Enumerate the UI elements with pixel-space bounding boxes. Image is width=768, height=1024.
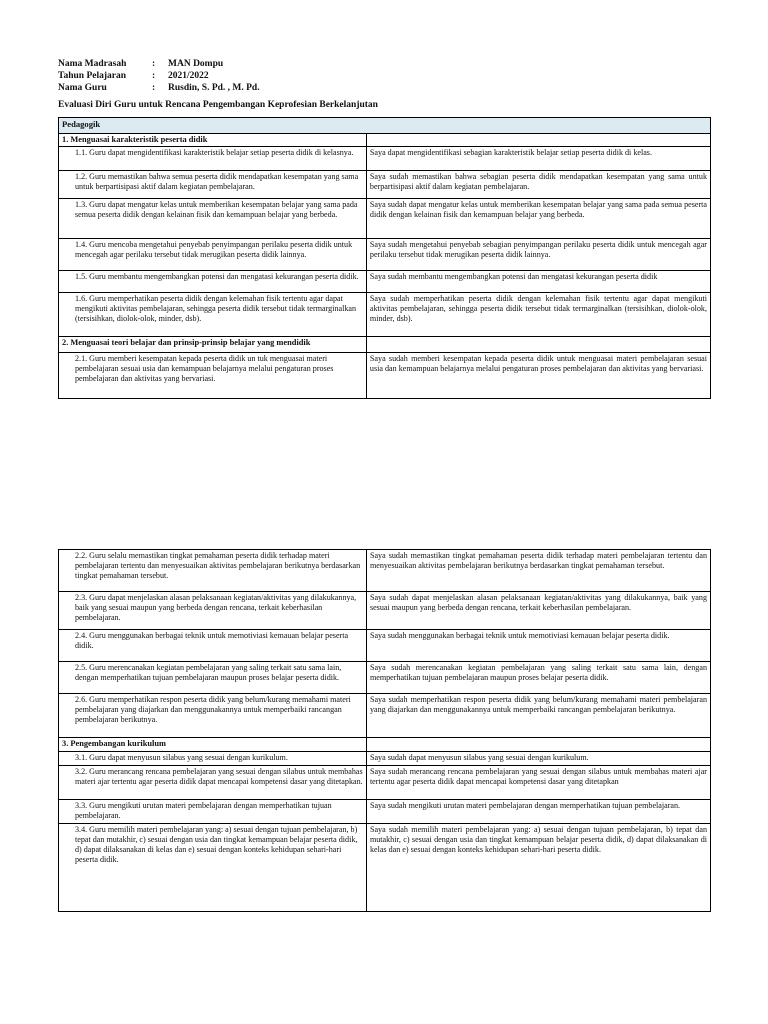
section-empty-cell	[366, 738, 710, 752]
response-cell: Saya sudah dapat menjelaskan alasan pelaksanaan kegiatan/aktivitas yang dilakukannya, baik yang sesuai maupun yang berbeda dengan rencana, terkait keberhasilan pembelajaran.	[366, 592, 710, 630]
indicator-cell: 2.5. Guru merencanakan kegiatan pembelajaran yang saling terkait satu sama lain, dengan memperhatikan tujuan pembelajaran maupun proses belajar peserta didik.	[59, 662, 367, 694]
indicator-cell: 1.1. Guru dapat mengidentifikasi karakteristik belajar setiap peserta didik di kelasnya.	[59, 147, 367, 171]
section-row	[59, 337, 711, 353]
response-cell: Saya sudah memastikan bahwa sebagian peserta didik mendapatkan kesempatan yang sama untuk berpartisipasi aktif dalam kegiatan pembelajaran.	[366, 171, 710, 199]
info-colon: :	[152, 59, 156, 69]
indicator-cell: 1.4. Guru mencoba mengetahui penyebab penyimpangan perilaku peserta didik untuk mencegah agar perilaku tersebut tidak merugikan peserta didik lainnya.	[59, 239, 367, 271]
response-cell: Saya sudah mengetahui penyebab sebagian penyimpangan perilaku peserta didik untuk mencegah agar perilaku tersebut tidak merugikan peserta didik lainnya.	[366, 239, 710, 271]
response-cell: Saya sudah memilih materi pembelajaran yang: a) sesuai dengan tujuan pembelajaran, b) tepat dan mutakhir, c) sesuai dengan usia dan tingkat kemampuan belajar peserta didik, d) dapat dilaksanakan di kelas dan e) sesuai dengan konteks kehidupan sehari-hari peserta didik.	[366, 824, 710, 912]
info-label: Nama Guru	[58, 83, 107, 93]
response-cell: Saya sudah merencanakan kegiatan pembelajaran yang saling terkait satu sama lain, dengan memperhatikan tujuan pembelajaran maupun proses belajar peserta didik.	[366, 662, 710, 694]
indicator-cell: 3.1. Guru dapat menyusun silabus yang sesuai dengan kurikulum.	[59, 752, 367, 766]
table-row	[59, 550, 711, 592]
indicator-cell: 2.6. Guru memperhatikan respon peserta didik yang belum/kurang memahami materi pembelajaran yang diajarkan dan menggunakannya untuk memperbaiki rancangan pembelajaran berikutnya.	[59, 694, 367, 738]
indicator-cell: 2.1. Guru memberi kesempatan kepada peserta didik un tuk menguasai materi pembelajaran sesuai usia dan kemampuan belajarnya melalui pengaturan proses pembelajaran dan aktivitas yang bervariasi.	[59, 353, 367, 399]
info-row-guru	[58, 82, 260, 94]
indicator-cell: 1.5. Guru membantu mengembangkan potensi dan mengatasi kekurangan peserta didik.	[59, 271, 367, 293]
table-row	[59, 199, 711, 239]
indicator-cell: 2.2. Guru selalu memastikan tingkat pemahaman peserta didik terhadap materi pembelajaran tertentu dan menyesuaikan aktivitas pembelajaran berikutnya berdasarkan tingkat pemahaman tersebut.	[59, 550, 367, 592]
info-value: 2021/2022	[168, 71, 209, 81]
section-empty-cell	[366, 337, 710, 353]
info-label: Tahun Pelajaran	[58, 71, 127, 81]
info-value: Rusdin, S. Pd. , M. Pd.	[168, 83, 260, 93]
table-row	[59, 239, 711, 271]
table-row	[59, 694, 711, 738]
indicator-cell: 2.3. Guru dapat menjelaskan alasan pelaksanaan kegiatan/aktivitas yang dilakukannya, baik yang sesuai maupun yang berbeda dengan rencana, terkait keberhasilan pembelajaran.	[59, 592, 367, 630]
response-cell: Saya sudah memperhatikan peserta didik dengan kelemahan fisik tertentu agar dapat mengikuti aktivitas pembelajaran, sehingga peserta didik tersebut tidak termarginalkan (tersisihkan, diolok-olok, minder, dsb).	[366, 293, 710, 337]
response-cell: Saya sudah memastikan tingkat pemahaman peserta didik terhadap materi pembelajaran tertentu dan menyesuaikan aktivitas pembelajaran berikutnya berdasarkan tingkat pemahaman tersebut.	[366, 550, 710, 592]
header-info	[58, 58, 260, 94]
table-row	[59, 293, 711, 337]
response-cell: Saya sudah memperhatikan respon peserta didik yang belum/kurang memahami materi pembelajaran yang diajarkan dan menggunakannya untuk memperbaiki rancangan pembelajaran berikutnya.	[366, 694, 710, 738]
indicator-cell: 1.6. Guru memperhatikan peserta didik dengan kelemahan fisik tertentu agar dapat mengikuti aktivitas pembelajaran, sehingga peserta didik tersebut tidak termarginalkan (tersisihkan, diolok-olok, minder, dsb).	[59, 293, 367, 337]
table-heading: Pedagogik	[59, 118, 711, 134]
response-cell: Saya sudah dapat mengatur kelas untuk memberikan kesempatan belajar yang sama pada semua peserta didik dengan kelainan fisik dan kemampuan belajar yang berbeda.	[366, 199, 710, 239]
response-cell: Saya dapat mengidentifikasi sebagian karakteristik belajar setiap peserta didik di kelas.	[366, 147, 710, 171]
table-heading-row	[59, 118, 711, 134]
info-label: Nama Madrasah	[58, 59, 127, 69]
section-title: 1. Menguasai karakteristik peserta didik	[59, 134, 367, 147]
indicator-cell: 3.2. Guru merancang rencana pembelajaran yang sesuai dengan silabus untuk membahas materi ajar tertentu agar peserta didik dapat mencapai kompetensi dasar yang ditetapkan.	[59, 766, 367, 800]
document-title: Evaluasi Diri Guru untuk Rencana Pengembangan Keprofesian Berkelanjutan	[58, 100, 378, 110]
info-colon: :	[152, 71, 156, 81]
evaluation-table-2	[58, 549, 711, 912]
evaluation-table-1	[58, 117, 711, 399]
info-row-madrasah	[58, 58, 260, 70]
section-empty-cell	[366, 134, 710, 147]
indicator-cell: 1.3. Guru dapat mengatur kelas untuk memberikan kesempatan belajar yang sama pada semua peserta didik dengan kelainan fisik dan kemampuan belajar yang berbeda.	[59, 199, 367, 239]
response-cell: Saya sudah dapat menyusun silabus yang sesuai dengan kurikulum.	[366, 752, 710, 766]
response-cell: Saya sudah membantu mengembangkan potensi dan mengatasi kekurangan peserta didik	[366, 271, 710, 293]
section-title: 2. Menguasai teori belajar dan prinsip-prinsip belajar yang mendidik	[59, 337, 367, 353]
response-cell: Saya sudah merancang rencana pembelajaran yang sesuai dengan silabus untuk membahas materi ajar tertentu agar peserta didik dapat mencapai kompetensi dasar yang ditetapkan	[366, 766, 710, 800]
info-colon: :	[152, 83, 156, 93]
table-row	[59, 171, 711, 199]
table-row	[59, 662, 711, 694]
table-row	[59, 147, 711, 171]
indicator-cell: 2.4. Guru menggunakan berbagai teknik untuk memotiviasi kemauan belajar peserta didik.	[59, 630, 367, 662]
table-row	[59, 353, 711, 399]
indicator-cell: 3.3. Guru mengikuti urutan materi pembelajaran dengan memperhatikan tujuan pembelajaran.	[59, 800, 367, 824]
table-row	[59, 630, 711, 662]
table-row	[59, 824, 711, 912]
table-row	[59, 271, 711, 293]
response-cell: Saya sudah mengikuti urutan materi pembelajaran dengan memperhatikan tujuan pembelajaran.	[366, 800, 710, 824]
response-cell: Saya sudah memberi kesempatan kepada peserta didik untuk menguasai materi pembelajaran sesuai usia dan kemampuan belajarnya melalui pengaturan proses pembelajaran dan aktivitas yang bervariasi.	[366, 353, 710, 399]
table-row	[59, 752, 711, 766]
table-row	[59, 592, 711, 630]
response-cell: Saya sudah menggunakan berbagai teknik untuk memotiviasi kemauan belajar peserta didik.	[366, 630, 710, 662]
indicator-cell: 1.2. Guru memastikan bahwa semua peserta didik mendapatkan kesempatan yang sama untuk berpartisipasi aktif dalam kegiatan pembelajaran.	[59, 171, 367, 199]
table-row	[59, 800, 711, 824]
section-row	[59, 738, 711, 752]
info-value: MAN Dompu	[168, 59, 224, 69]
indicator-cell: 3.4. Guru memilih materi pembelajaran yang: a) sesuai dengan tujuan pembelajaran, b) tepat dan mutakhir, c) sesuai dengan usia dan tingkat kemampuan belajar peserta didik, d) dapat dilaksanakan di kelas dan e) sesuai dengan konteks kehidupan sehari-hari peserta didik.	[59, 824, 367, 912]
info-row-tahun	[58, 70, 260, 82]
section-title: 3. Pengembangan kurikulum	[59, 738, 367, 752]
section-row	[59, 134, 711, 147]
table-row	[59, 766, 711, 800]
